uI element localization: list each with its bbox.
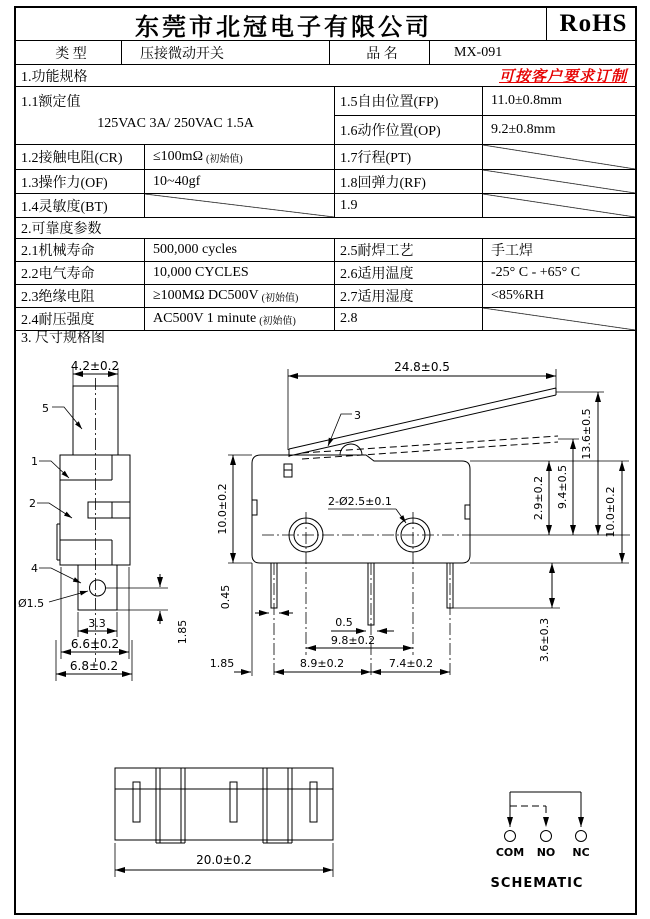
callout-3: 3 xyxy=(354,409,361,422)
body-outline-side xyxy=(60,455,130,565)
rated-cell xyxy=(16,87,335,145)
dim-overall-length: 20.0±0.2 xyxy=(196,853,252,867)
meta-row xyxy=(16,41,635,65)
dim-lever-height: 13.6±0.5 xyxy=(580,408,593,460)
schematic-title: SCHEMATIC xyxy=(490,876,584,891)
title-row xyxy=(16,8,635,41)
rated-value: 125VAC 3A/ 250VAC 1.5A xyxy=(97,116,254,131)
elec-value: 10,000 CYCLES xyxy=(145,262,335,285)
rf-value-blank xyxy=(483,170,635,194)
bottom-outline xyxy=(115,768,333,840)
contact-com xyxy=(505,831,516,842)
lever-outline xyxy=(289,388,556,457)
item28-label: 2.8 xyxy=(335,308,483,331)
dim-left-offset: 1.85 xyxy=(209,657,235,670)
spec-row-dielec xyxy=(16,308,635,331)
cr-value: ≤100mΩ (初始值) xyxy=(145,145,335,170)
item28-value-blank xyxy=(483,308,635,331)
section3-heading-row xyxy=(16,331,635,347)
callout-2: 2 xyxy=(29,497,36,510)
spec-row-of xyxy=(16,170,635,194)
temp-label: 2.6适用温度 xyxy=(335,262,483,285)
item19-value-blank xyxy=(483,194,635,218)
product-name-label: 品 名 xyxy=(330,41,430,65)
schematic xyxy=(491,792,590,891)
dim-terminal-length: 3.6±0.3 xyxy=(538,617,551,663)
dim-lever-length: 24.8±0.5 xyxy=(394,360,450,374)
dim-overall-width: 6.8±0.2 xyxy=(69,659,119,673)
dim-hole-offset: 1.85 xyxy=(176,619,189,645)
spec-row-mech xyxy=(16,239,635,262)
fp-value: 11.0±0.8mm xyxy=(483,87,635,116)
section1-heading-row xyxy=(16,65,635,87)
insul-note: (初始值) xyxy=(261,292,299,304)
dim-body-width: 6.6±0.2 xyxy=(70,637,120,651)
spec-row-bt xyxy=(16,194,635,218)
of-value: 10~40gf xyxy=(145,170,335,194)
terminal-block-outline xyxy=(78,565,117,610)
callout-5: 5 xyxy=(42,402,49,415)
slot-com xyxy=(133,782,140,822)
elec-label: 2.2电气寿命 xyxy=(16,262,145,285)
cr-label: 1.2接触电阻(CR) xyxy=(16,145,145,170)
dim-plunger-width: 4.2±0.2 xyxy=(70,359,120,373)
rated-label: 1.1额定值 xyxy=(21,95,81,110)
spec-row-cr xyxy=(16,145,635,170)
rf-label: 1.8回弹力(RF) xyxy=(335,170,483,194)
item19-label: 1.9 xyxy=(335,194,483,218)
callout-hole-dia: Ø1.5 xyxy=(18,597,45,610)
dim-overtravel: 2.9±0.2 xyxy=(532,475,545,521)
humid-value: <85%RH xyxy=(483,285,635,308)
type-label: 类 型 xyxy=(16,41,122,65)
op-value: 9.2±0.8mm xyxy=(483,116,635,145)
spec-row-insul xyxy=(16,285,635,308)
dim-body-height-left: 10.0±0.2 xyxy=(216,483,229,535)
temp-value: -25° C - +65° C xyxy=(483,262,635,285)
callout-4: 4 xyxy=(31,562,38,575)
label-com: COM xyxy=(495,846,525,859)
side-hole xyxy=(90,580,106,596)
section2-heading-row xyxy=(16,218,635,239)
insul-value: ≥100MΩ DC500V (初始值) xyxy=(145,285,335,308)
dim-pitch-left: 8.9±0.2 xyxy=(299,657,345,670)
dim-pitch-right: 7.4±0.2 xyxy=(388,657,434,670)
weld-label: 2.5耐焊工艺 xyxy=(335,239,483,262)
dimension-drawings xyxy=(14,347,637,913)
rohs-badge: RoHS xyxy=(547,8,635,41)
spec-row-elec xyxy=(16,262,635,285)
company-name: 东莞市北冠电子有限公司 xyxy=(16,8,547,41)
dim-op-height: 9.4±0.5 xyxy=(556,464,569,510)
section1-title: 1.功能规格 xyxy=(21,69,88,85)
dim-mounting-holes: 2-Ø2.5±0.1 xyxy=(328,495,392,508)
contact-no xyxy=(541,831,552,842)
customization-note: 可按客户要求订制 xyxy=(498,69,627,85)
front-view xyxy=(210,360,630,676)
mech-label: 2.1机械寿命 xyxy=(16,239,145,262)
section2-title: 2.可靠度参数 xyxy=(21,222,102,237)
humid-label: 2.7适用湿度 xyxy=(335,285,483,308)
dielec-value: AC500V 1 minute (初始值) xyxy=(145,308,335,331)
type-value: 压接微动开关 xyxy=(122,41,330,65)
side-view xyxy=(18,359,189,681)
fp-label: 1.5自由位置(FP) xyxy=(335,87,483,116)
pt-label: 1.7行程(PT) xyxy=(335,145,483,170)
lever-pressed-position xyxy=(302,436,558,459)
of-label: 1.3操作力(OF) xyxy=(16,170,145,194)
bt-value-blank xyxy=(145,194,335,218)
bottom-view xyxy=(115,768,333,877)
bt-label: 1.4灵敏度(BT) xyxy=(16,194,145,218)
mech-value: 500,000 cycles xyxy=(145,239,335,262)
op-label: 1.6动作位置(OP) xyxy=(335,116,483,145)
dielec-note: (初始值) xyxy=(259,315,296,327)
insul-label: 2.3绝缘电阻 xyxy=(16,285,145,308)
callout-1: 1 xyxy=(31,455,38,468)
dim-terminal-thickness: 0.45 xyxy=(219,584,232,610)
dim-body-height-right: 10.0±0.2 xyxy=(604,486,617,538)
dim-slot-width: 3.3 xyxy=(88,617,106,630)
weld-value: 手工焊 xyxy=(483,239,635,262)
label-no: NO xyxy=(536,846,556,859)
dim-hole-pitch: 9.8±0.2 xyxy=(330,634,376,647)
cr-note: (初始值) xyxy=(205,153,243,165)
slot-no xyxy=(230,782,237,822)
dielec-label: 2.4耐压强度 xyxy=(16,308,145,331)
section3-title: 3. 尺寸规格图 xyxy=(21,331,105,346)
pt-value-blank xyxy=(483,145,635,170)
label-nc: NC xyxy=(572,846,590,859)
contact-nc xyxy=(576,831,587,842)
product-name-value: MX-091 xyxy=(430,41,635,65)
slot-nc xyxy=(310,782,317,822)
dim-terminal-width: 0.5 xyxy=(335,616,353,629)
